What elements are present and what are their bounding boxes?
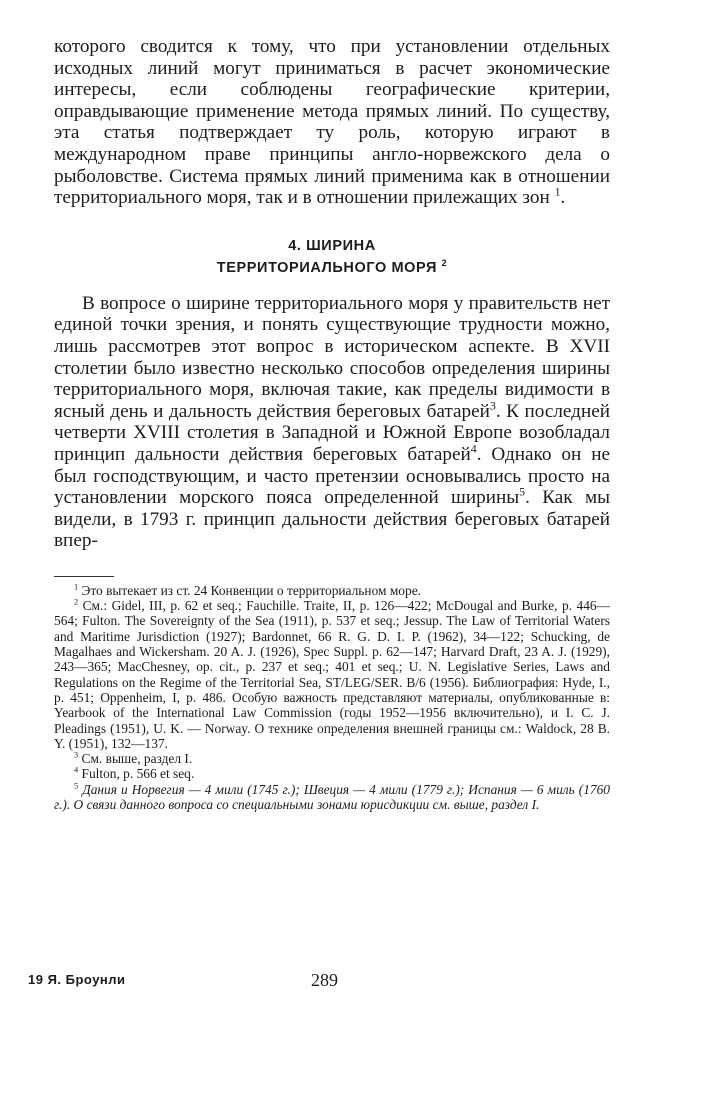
footnote-number: 1: [74, 582, 79, 592]
footnote-ref: 5: [519, 484, 526, 499]
footnote-number: 5: [74, 781, 79, 791]
paragraph-text: . Как мы видели, в 1793 г. принцип дальности действия береговых батарей впер-: [54, 487, 610, 552]
section-heading-number: 4. ШИРИНА: [288, 237, 376, 254]
footnote-text: Это вытекает из ст. 24 Конвенции о территориальном море.: [81, 582, 421, 598]
footnote-2: [54, 598, 610, 751]
footnote-ref: 2: [441, 257, 448, 268]
footnote-3: [54, 751, 610, 766]
page-body: [54, 36, 610, 812]
footnote-ref: 4: [470, 441, 477, 456]
paragraph-text: . К последней четверти XVIII столетия в Западной и Южной Европе возобладал принцип дальности действия береговых батарей: [54, 400, 610, 465]
page-number: 289: [311, 970, 338, 990]
footnote-text: Дания и Норвегия — 4 мили (1745 г.); Швеция — 4 мили (1779 г.); Испания — 6 миль (1760 г.). О связи данного вопроса со специальными зонами юрисдикции см. выше, раздел I.: [54, 781, 610, 813]
footnote-1: [54, 583, 610, 598]
footnote-ref: 1: [554, 184, 561, 199]
footnote-text: См. выше, раздел I.: [81, 751, 193, 767]
main-paragraph: [54, 293, 610, 552]
signature-mark: 19 Я. Броунли: [28, 972, 126, 987]
footnote-text: См.: Gidel, III, p. 62 et seq.; Fauchille. Traite, II, p. 126—422; McDougal and Burke, p. 446—564; Fulton. The Sovereignty of the Sea (1911), p. 537 et seq.; Jessup. The Law of Territorial Waters and Maritime Jurisdiction (1927); Bardonnet, 66 R. G. D. I. P. (1962), 34—122; Schucking, de Magalhaes and Wickersham. 20 A. J. (1926), Spec Suppl. p. 62—147; Harvard Draft, 23 A. J. (1929), 243—365; MacChesney, op. cit., p. 237 et seq.; 401 et seq.; U. N. Legislative Series, Laws and Regulations on the Regime of the Territorial Sea, ST/LEG/SER. B/6 (1956). Библиография: Hyde, I., p. 451; Oppenheim, I, p. 486. Особую важность представляют материалы, опубликованные в: Yearbook of the International Law Commission (годы 1952—1956 включительно), и I. C. J. Pleadings (1951), U. K. — Norway. О технике определения внешней границы см.: Waldock, 28 B. Y. (1951), 132—137.: [54, 598, 610, 751]
section-heading-title-text: ТЕРРИТОРИАЛЬНОГО МОРЯ: [216, 259, 437, 276]
paragraph-text: . Однако он не был господствующим, и часто претензии основывались просто на установлении морского пояса определенной ширины: [54, 443, 610, 509]
footnote-number: 3: [74, 750, 79, 760]
footnote-text: Fulton, p. 566 et seq.: [81, 766, 195, 782]
intro-paragraph: которого сводится к тому, что при установлении отдельных исходных линий могут приниматься в расчет экономические интересы, если соблюдены географические критерии, оправдывающие применение метода прямых линий. По существу, эта статья подтверждает ту роль, которую играют в международном праве принципы англо-норвежского дела о рыболовстве. Система прямых линий применима как в отношении территориального моря, так и в отношении прилежащих зон $^1$.: [54, 36, 610, 209]
page-footer: [28, 972, 588, 996]
footnote-4: [54, 766, 610, 781]
paragraph-text: В вопросе о ширине территориального моря у правительств нет единой точки зрения, и понять существующие трудности можно, лишь рассмотрев этот вопрос в историческом аспекте. В XVII столетии было известно несколько способов определения ширины территориального моря, включая такие, как пределы видимости в ясный день и дальность действия береговых батарей: [54, 292, 610, 422]
footnote-5: [54, 782, 610, 813]
footnote-number: 4: [74, 765, 79, 775]
section-heading-title: [54, 257, 610, 279]
footnote-divider: [54, 576, 114, 577]
footnote-number: 2: [74, 597, 79, 607]
footnote-ref: 3: [489, 398, 496, 413]
intro-text: которого сводится к тому, что при установлении отдельных исходных линий могут приниматься в расчет экономические интересы, если соблюдены географические критерии, оправдывающие применение метода прямых линий. По существу, эта статья подтверждает ту роль, которую играют в международном праве принципы англо-норвежского дела о рыболовстве. Система прямых линий применима как в отношении территориального моря, так и в отношении прилежащих зон: [54, 36, 610, 209]
